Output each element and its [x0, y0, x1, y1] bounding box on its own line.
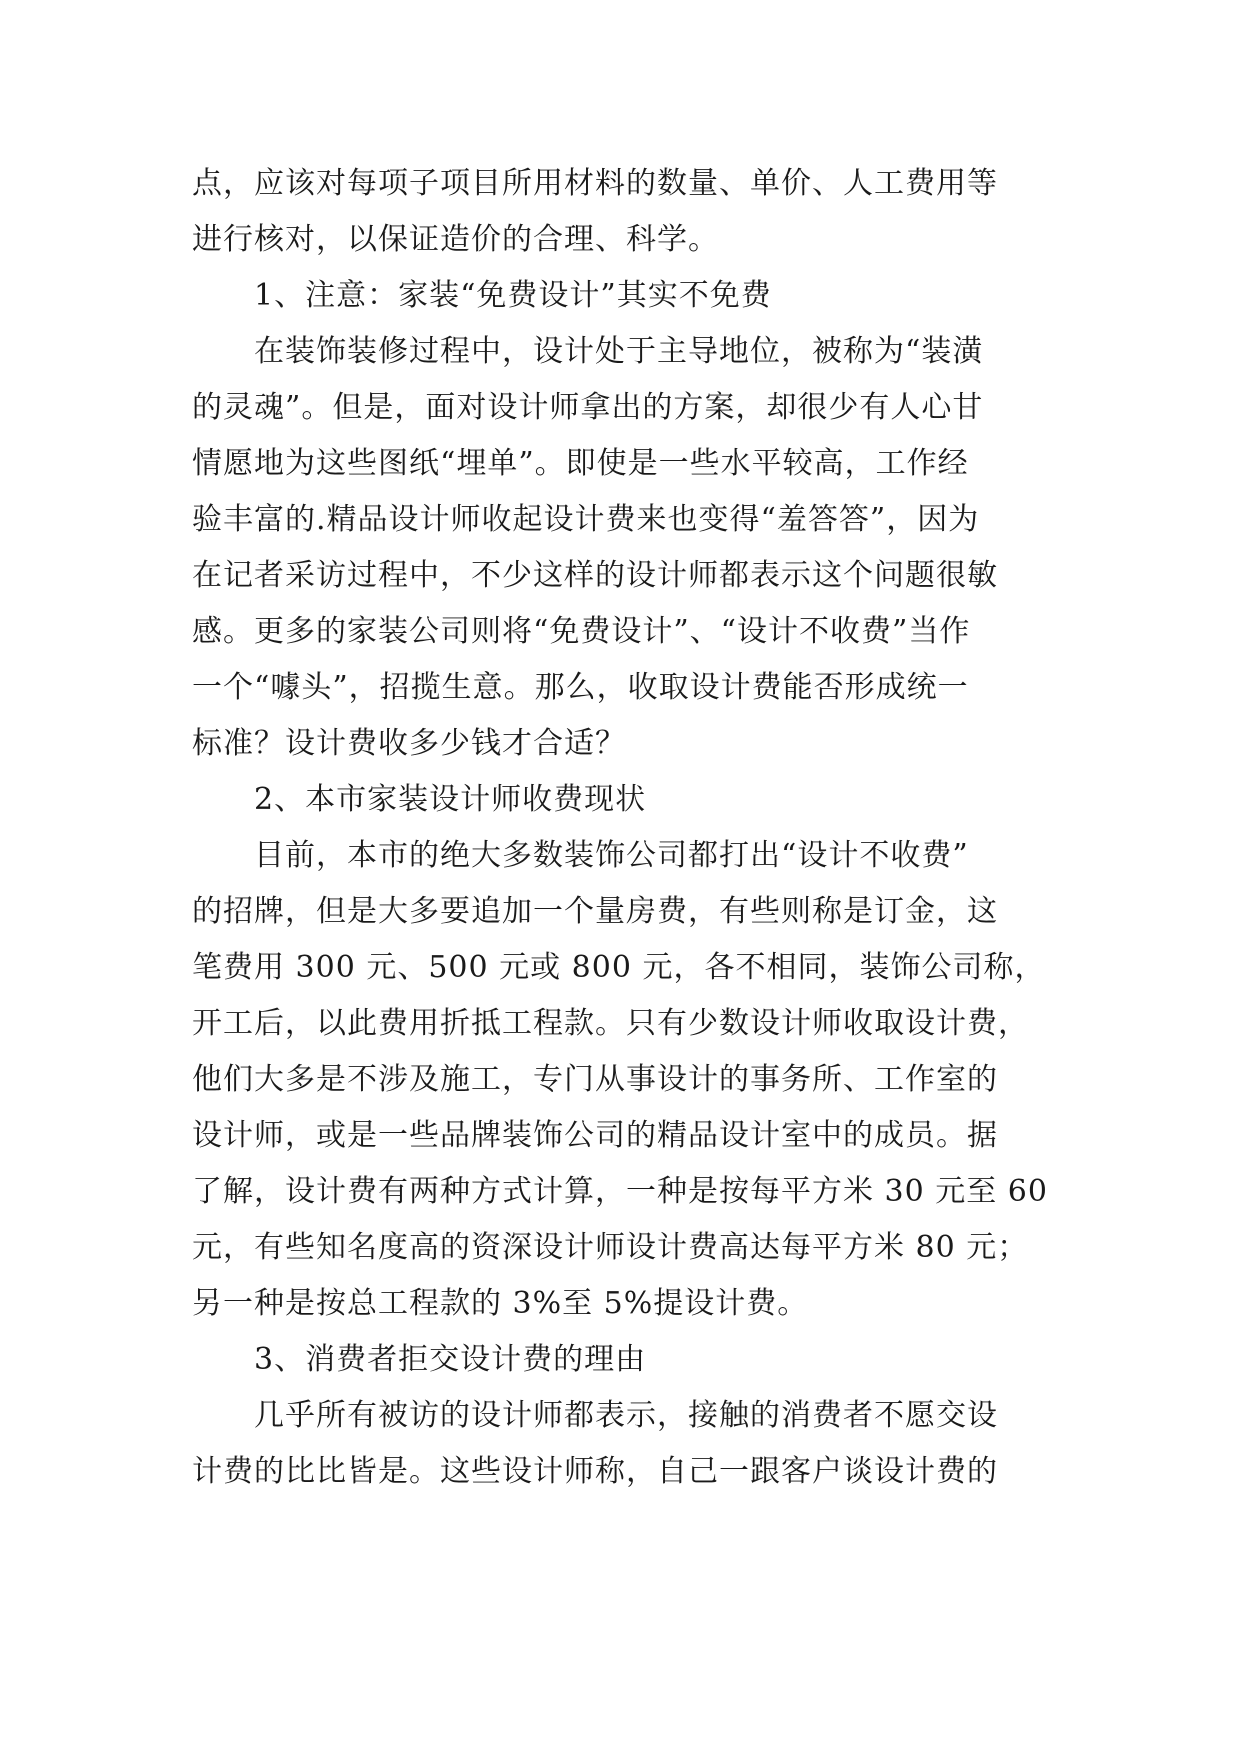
text-line: 验丰富的.精品设计师收起设计费来也变得“羞答答”，因为: [192, 502, 980, 537]
text-line: 他们大多是不涉及施工，专门从事设计的事务所、工作室的: [192, 1062, 998, 1097]
section-heading-2: [192, 772, 1052, 828]
text-line: 的招牌，但是大多要追加一个量房费，有些则称是订金，这: [192, 894, 998, 929]
heading-text: 3、消费者拒交设计费的理由: [254, 1342, 647, 1377]
heading-text: 2、本市家装设计师收费现状: [254, 782, 647, 817]
text-line: 情愿地为这些图纸“埋单”。即使是一些水平较高，工作经: [192, 446, 969, 481]
heading-text: 1、注意：家装“免费设计”其实不免费: [254, 278, 772, 313]
text-line: 一个“噱头”，招揽生意。那么，收取设计费能否形成统一: [192, 670, 969, 705]
text-line: 感。更多的家装公司则将“免费设计”、“设计不收费”当作: [192, 614, 971, 649]
paragraph-fee-status: [192, 828, 1052, 1332]
text-line: 进行核对，以保证造价的合理、科学。: [192, 222, 719, 257]
text-line: 在记者采访过程中，不少这样的设计师都表示这个问题很敏: [192, 558, 998, 593]
text-line: 设计师，或是一些品牌装饰公司的精品设计室中的成员。据: [192, 1118, 998, 1153]
text-line: 点，应该对每项子项目所用材料的数量、单价、人工费用等: [192, 166, 998, 201]
text-line: 标准？设计费收多少钱才合适？: [192, 726, 626, 761]
text-line: 在装饰装修过程中，设计处于主导地位，被称为“装潢: [254, 334, 984, 369]
paragraph-continuation: [192, 156, 1052, 268]
paragraph-refusal-reasons: [192, 1388, 1052, 1500]
text-line: 目前，本市的绝大多数装饰公司都打出“设计不收费”: [254, 838, 969, 873]
text-line: 笔费用 300 元、500 元或 800 元，各不相同，装饰公司称，: [192, 950, 1046, 985]
text-line: 计费的比比皆是。这些设计师称，自己一跟客户谈设计费的: [192, 1454, 998, 1489]
paragraph-design-role: [192, 324, 1052, 772]
text-line: 几乎所有被访的设计师都表示，接触的消费者不愿交设: [254, 1398, 998, 1433]
text-line: 了解，设计费有两种方式计算，一种是按每平方米 30 元至 60: [192, 1174, 1048, 1209]
document-body: [192, 156, 1052, 1500]
section-heading-1: [192, 268, 1052, 324]
text-line: 另一种是按总工程款的 3%至 5%提设计费。: [192, 1286, 809, 1321]
text-line: 开工后，以此费用折抵工程款。只有少数设计师收取设计费，: [192, 1006, 1029, 1041]
section-heading-3: [192, 1332, 1052, 1388]
text-line: 的灵魂”。但是，面对设计师拿出的方案，却很少有人心甘: [192, 390, 984, 425]
text-line: 元，有些知名度高的资深设计师设计费高达每平方米 80 元；: [192, 1230, 1029, 1265]
